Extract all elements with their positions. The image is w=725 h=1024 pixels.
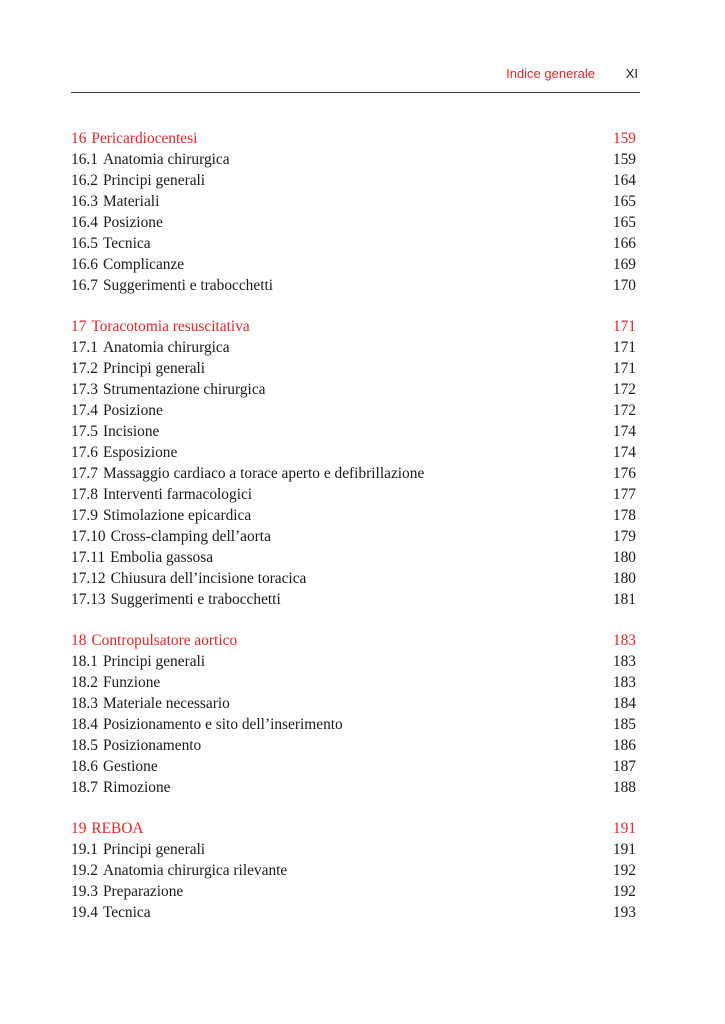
chapter-title: REBOA [91,820,144,837]
toc-entry [71,756,636,777]
entry-page-number: 176 [612,465,636,482]
entry-page-number: 171 [612,360,636,377]
entry-number: 19.2 [71,862,98,879]
entry-number: 18.2 [71,674,98,691]
entry-number: 16.6 [71,256,98,273]
entry-title: Cross-clamping dell’aorta [110,528,271,545]
chapter-block [71,818,636,923]
entry-number: 17.11 [71,549,106,566]
chapter-page-number: 171 [612,318,636,335]
entry-page-number: 166 [612,235,636,252]
entry-page-number: 188 [612,779,636,796]
entry-page-number: 172 [612,381,636,398]
entry-title: Posizione [102,214,163,231]
entry-number: 18.1 [71,653,98,670]
entry-page-number: 169 [612,256,636,273]
entry-title: Suggerimenti e trabocchetti [110,591,281,608]
entry-page-number: 185 [612,716,636,733]
entry-page-number: 164 [612,172,636,189]
entry-title: Tecnica [102,235,151,252]
entry-number: 19.4 [71,904,98,921]
toc-entry [71,672,636,693]
entry-page-number: 165 [612,214,636,231]
toc-entry [71,860,636,881]
entry-title: Complicanze [102,256,185,273]
entry-number: 17.2 [71,360,98,377]
entry-page-number: 187 [612,758,636,775]
entry-title: Posizionamento e sito dell’inserimento [102,716,343,733]
running-header [71,66,640,84]
toc-entry [71,484,636,505]
chapter-title: Contropulsatore aortico [91,632,238,649]
entry-title: Posizionamento [102,737,202,754]
toc-entry [71,212,636,233]
chapter-title: Pericardiocentesi [91,130,198,147]
chapter-number: 16 [71,130,87,147]
entry-number: 17.3 [71,381,98,398]
entry-page-number: 174 [612,423,636,440]
toc-entry [71,337,636,358]
toc-entry [71,568,636,589]
entry-title: Materiale necessario [102,695,230,712]
table-of-contents [71,128,636,943]
toc-entry [71,254,636,275]
toc-entry [71,170,636,191]
entry-number: 16.5 [71,235,98,252]
entry-number: 18.7 [71,779,98,796]
header-divider [71,92,640,93]
toc-entry [71,442,636,463]
chapter-block [71,316,636,610]
entry-page-number: 192 [612,883,636,900]
toc-entry [71,505,636,526]
entry-page-number: 186 [612,737,636,754]
entry-number: 16.7 [71,277,98,294]
entry-number: 17.13 [71,591,106,608]
entry-title: Principi generali [102,360,206,377]
chapter-number: 17 [71,318,87,335]
entry-title: Materiali [102,193,160,210]
toc-entry [71,902,636,923]
toc-entry [71,526,636,547]
entry-page-number: 181 [612,591,636,608]
entry-title: Strumentazione chirurgica [102,381,266,398]
entry-title: Massaggio cardiaco a torace aperto e defibrillazione [102,465,425,482]
entry-title: Principi generali [102,841,206,858]
entry-page-number: 183 [612,653,636,670]
toc-entry [71,275,636,296]
toc-entry [71,881,636,902]
toc-entry [71,714,636,735]
entry-page-number: 180 [612,549,636,566]
entry-number: 17.12 [71,570,106,587]
entry-title: Anatomia chirurgica [102,339,230,356]
entry-number: 17.8 [71,486,98,503]
entry-page-number: 191 [612,841,636,858]
entry-title: Incisione [102,423,160,440]
entry-number: 17.4 [71,402,98,419]
entry-number: 16.3 [71,193,98,210]
entry-page-number: 171 [612,339,636,356]
entry-page-number: 179 [612,528,636,545]
entry-title: Embolia gassosa [110,549,214,566]
entry-title: Interventi farmacologici [102,486,253,503]
entry-title: Tecnica [102,904,151,921]
chapter-heading [71,630,636,651]
chapter-number: 19 [71,820,87,837]
entry-page-number: 174 [612,444,636,461]
toc-entry [71,735,636,756]
chapter-title: Toracotomia resuscitativa [91,318,250,335]
entry-title: Principi generali [102,653,206,670]
entry-number: 18.5 [71,737,98,754]
entry-number: 16.4 [71,214,98,231]
toc-entry [71,233,636,254]
entry-page-number: 172 [612,402,636,419]
chapter-block [71,630,636,798]
entry-title: Esposizione [102,444,178,461]
toc-entry [71,693,636,714]
chapter-heading [71,316,636,337]
entry-number: 17.6 [71,444,98,461]
entry-page-number: 184 [612,695,636,712]
entry-page-number: 180 [612,570,636,587]
entry-page-number: 165 [612,193,636,210]
entry-page-number: 177 [612,486,636,503]
chapter-page-number: 159 [612,130,636,147]
toc-entry [71,651,636,672]
entry-number: 19.1 [71,841,98,858]
entry-title: Preparazione [102,883,184,900]
entry-title: Principi generali [102,172,206,189]
entry-number: 18.4 [71,716,98,733]
entry-title: Gestione [102,758,158,775]
toc-entry [71,547,636,568]
entry-number: 17.1 [71,339,98,356]
toc-entry [71,358,636,379]
entry-title: Stimolazione epicardica [102,507,252,524]
entry-number: 17.7 [71,465,98,482]
entry-title: Posizione [102,402,163,419]
chapter-page-number: 183 [612,632,636,649]
entry-title: Chiusura dell’incisione toracica [110,570,307,587]
toc-entry [71,379,636,400]
entry-page-number: 159 [612,151,636,168]
entry-number: 17.10 [71,528,106,545]
entry-page-number: 192 [612,862,636,879]
entry-page-number: 178 [612,507,636,524]
entry-title: Anatomia chirurgica rilevante [102,862,288,879]
chapter-heading [71,818,636,839]
toc-entry [71,191,636,212]
entry-page-number: 170 [612,277,636,294]
section-title: Indice generale [506,66,595,81]
entry-title: Rimozione [102,779,171,796]
page-number: XI [625,66,638,81]
toc-entry [71,149,636,170]
entry-number: 17.9 [71,507,98,524]
chapter-block [71,128,636,296]
chapter-heading [71,128,636,149]
toc-entry [71,839,636,860]
entry-number: 19.3 [71,883,98,900]
entry-page-number: 183 [612,674,636,691]
chapter-page-number: 191 [612,820,636,837]
entry-title: Anatomia chirurgica [102,151,230,168]
toc-entry [71,400,636,421]
entry-number: 18.6 [71,758,98,775]
entry-number: 17.5 [71,423,98,440]
entry-number: 18.3 [71,695,98,712]
entry-number: 16.1 [71,151,98,168]
entry-title: Suggerimenti e trabocchetti [102,277,274,294]
entry-title: Funzione [102,674,161,691]
entry-number: 16.2 [71,172,98,189]
toc-entry [71,421,636,442]
chapter-number: 18 [71,632,87,649]
toc-entry [71,463,636,484]
entry-page-number: 193 [612,904,636,921]
toc-entry [71,777,636,798]
toc-entry [71,589,636,610]
